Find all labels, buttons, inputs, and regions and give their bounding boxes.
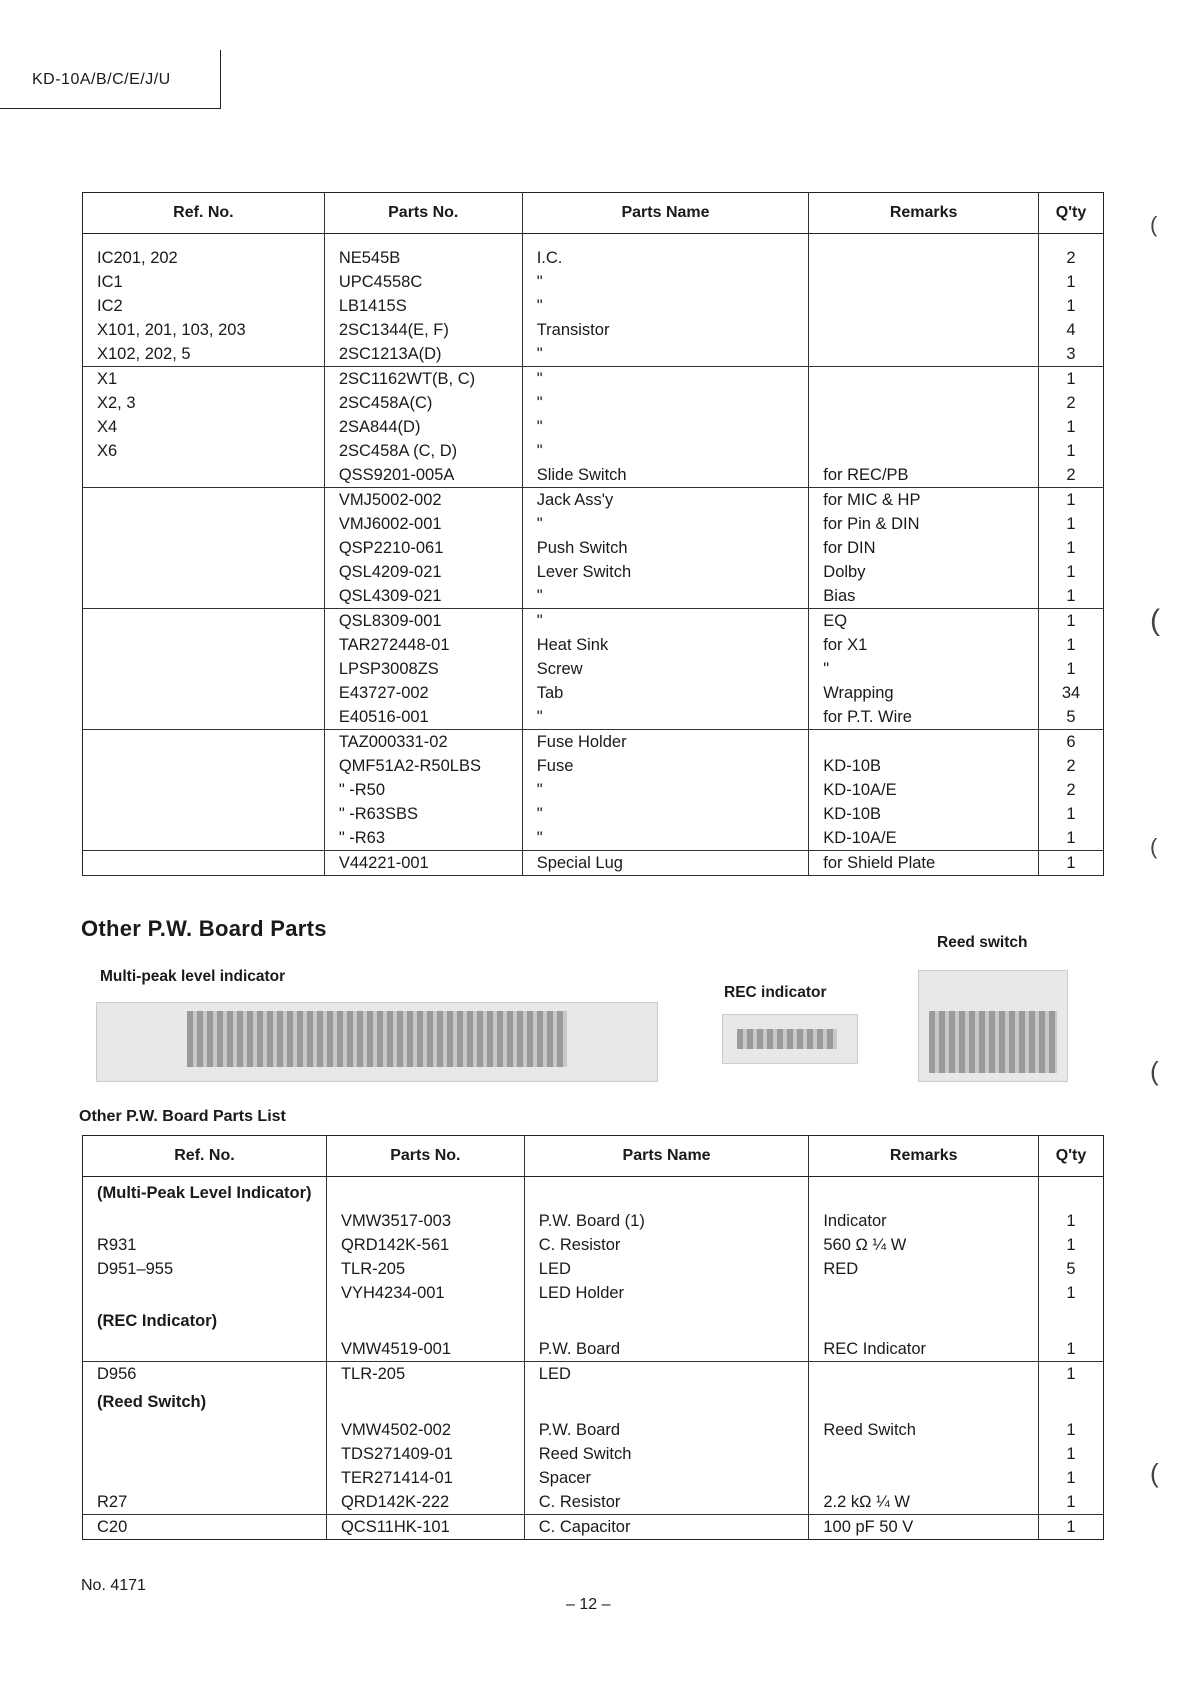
remarks-cell — [809, 342, 1039, 367]
qty-cell: 2 — [1039, 463, 1104, 488]
remarks-cell: 560 Ω ¼ W — [809, 1233, 1039, 1257]
table-row — [83, 246, 1104, 270]
parts-no-cell: VMJ5002-002 — [324, 488, 522, 513]
parts-no-cell: VMW4519-001 — [326, 1337, 524, 1362]
parts-name-cell: LED Holder — [524, 1281, 809, 1305]
parts-name-cell: " — [522, 609, 809, 634]
parts-name-cell: Transistor — [522, 318, 809, 342]
remarks-cell — [809, 270, 1039, 294]
document-number: No. 4171 — [81, 1577, 146, 1594]
multi-peak-label: Multi-peak level indicator — [100, 968, 286, 985]
qty-cell: 34 — [1039, 681, 1104, 705]
parts-name-cell: I.C. — [522, 246, 809, 270]
margin-mark-icon: ( — [1150, 834, 1158, 859]
table-row — [83, 754, 1104, 778]
qty-cell: 2 — [1039, 246, 1104, 270]
ref-cell: X102, 202, 5 — [83, 342, 325, 367]
ref-cell — [83, 681, 325, 705]
remarks-cell — [809, 415, 1039, 439]
ref-cell: X4 — [97, 418, 118, 436]
parts-no-cell: LB1415S — [324, 294, 522, 318]
qty-cell: 1 — [1039, 536, 1104, 560]
parts-no-cell: VMJ6002-001 — [324, 512, 522, 536]
table-row — [83, 463, 1104, 488]
parts-no-cell: QRD142K-561 — [326, 1233, 524, 1257]
model-number: KD-10A/B/C/E/J/U — [32, 71, 171, 88]
parts-name-cell: " — [522, 512, 809, 536]
parts-no-cell: VMW3517-003 — [326, 1209, 524, 1233]
qty-cell: 5 — [1039, 1257, 1104, 1281]
table-row — [83, 560, 1104, 584]
qty-cell: 1 — [1039, 1442, 1104, 1466]
ref-cell — [83, 657, 325, 681]
qty-cell: 1 — [1039, 826, 1104, 851]
parts-no-cell: NE545B — [324, 246, 522, 270]
qty-cell: 6 — [1039, 730, 1104, 755]
parts-name-cell: Fuse Holder — [522, 730, 809, 755]
parts-name-cell: " — [522, 342, 809, 367]
parts-name-cell: LED — [524, 1362, 809, 1387]
parts-no-cell: QSL8309-001 — [324, 609, 522, 634]
ref-cell — [83, 584, 325, 609]
parts-name-cell: Fuse — [522, 754, 809, 778]
header-qty: Q'ty — [1039, 193, 1104, 234]
parts-no-cell: 2SC1344(E, F) — [324, 318, 522, 342]
qty-cell: 1 — [1039, 1337, 1104, 1362]
ref-cell — [83, 560, 325, 584]
parts-no-cell: TLR-205 — [326, 1257, 524, 1281]
ref-cell — [83, 778, 325, 802]
parts-name-cell: C. Resistor — [524, 1490, 809, 1515]
header-qty: Q'ty — [1039, 1136, 1104, 1177]
ref-cell: D951–955 — [97, 1260, 174, 1278]
remarks-cell: Dolby — [809, 560, 1039, 584]
other-parts-table — [82, 1135, 1104, 1540]
ref-cell — [83, 488, 325, 513]
ref-cell — [83, 1418, 327, 1442]
group-row — [83, 1177, 1104, 1210]
ref-cell: IC201, 202 — [97, 249, 178, 267]
parts-no-cell: TDS271409-01 — [326, 1442, 524, 1466]
parts-no-cell: TAZ000331-02 — [324, 730, 522, 755]
parts-no-cell: VMW4502-002 — [326, 1418, 524, 1442]
table-row — [83, 391, 1104, 415]
ref-cell: X2, 3 — [97, 394, 136, 412]
remarks-cell: KD-10A/E — [809, 826, 1039, 851]
qty-cell: 2 — [1039, 778, 1104, 802]
parts-no-cell: V44221-001 — [324, 851, 522, 876]
table-row — [83, 1337, 1104, 1362]
remarks-cell: Reed Switch — [809, 1418, 1039, 1442]
parts-name-cell: " — [522, 294, 809, 318]
parts-no-cell: LPSP3008ZS — [324, 657, 522, 681]
qty-cell: 1 — [1039, 294, 1104, 318]
table-row — [83, 367, 1104, 392]
parts-no-cell: TLR-205 — [326, 1362, 524, 1387]
qty-cell: 1 — [1039, 1515, 1104, 1540]
reed-switch-photo — [918, 970, 1068, 1082]
table-row — [83, 1418, 1104, 1442]
remarks-cell — [809, 246, 1039, 270]
parts-no-cell: UPC4558C — [324, 270, 522, 294]
remarks-cell: for Shield Plate — [809, 851, 1039, 876]
group-title: (Reed Switch) — [97, 1393, 207, 1411]
table-row — [83, 270, 1104, 294]
parts-name-cell: " — [522, 584, 809, 609]
parts-name-cell: " — [522, 778, 809, 802]
parts-no-cell: " -R50 — [324, 778, 522, 802]
parts-table — [82, 192, 1104, 876]
parts-no-cell: QRD142K-222 — [326, 1490, 524, 1515]
remarks-cell — [809, 730, 1039, 755]
parts-no-cell: E40516-001 — [324, 705, 522, 730]
parts-name-cell: " — [522, 705, 809, 730]
parts-name-cell: " — [522, 270, 809, 294]
group-row — [83, 1386, 1104, 1418]
qty-cell: 1 — [1039, 584, 1104, 609]
parts-name-cell: " — [522, 415, 809, 439]
remarks-cell: KD-10A/E — [809, 778, 1039, 802]
remarks-cell: KD-10B — [809, 754, 1039, 778]
qty-cell: 1 — [1039, 851, 1104, 876]
group-title: (Multi-Peak Level Indicator) — [97, 1184, 312, 1202]
remarks-cell: REC Indicator — [809, 1337, 1039, 1362]
qty-cell: 1 — [1039, 270, 1104, 294]
parts-name-cell: Screw — [522, 657, 809, 681]
group-row — [83, 1305, 1104, 1337]
qty-cell: 1 — [1039, 609, 1104, 634]
remarks-cell: Bias — [809, 584, 1039, 609]
parts-no-cell: 2SC1162WT(B, C) — [324, 367, 522, 392]
parts-name-cell: C. Resistor — [524, 1233, 809, 1257]
parts-name-cell: Push Switch — [522, 536, 809, 560]
table-row — [83, 1209, 1104, 1233]
qty-cell: 1 — [1039, 657, 1104, 681]
table-row — [83, 584, 1104, 609]
qty-cell: 1 — [1039, 1281, 1104, 1305]
ref-cell: D956 — [97, 1365, 137, 1383]
parts-no-cell: QCS11HK-101 — [326, 1515, 524, 1540]
parts-name-cell: Heat Sink — [522, 633, 809, 657]
header-parts-no: Parts No. — [326, 1136, 524, 1177]
table-row — [83, 415, 1104, 439]
table-row — [83, 294, 1104, 318]
page-number: – 12 – — [566, 1596, 611, 1613]
table-row — [83, 1490, 1104, 1515]
rec-indicator-label: REC indicator — [724, 984, 827, 1001]
header-parts-name: Parts Name — [524, 1136, 809, 1177]
parts-no-cell: 2SC458A (C, D) — [324, 439, 522, 463]
qty-cell: 1 — [1039, 1418, 1104, 1442]
qty-cell: 4 — [1039, 318, 1104, 342]
remarks-cell: for REC/PB — [809, 463, 1039, 488]
reed-switch-label: Reed switch — [937, 934, 1028, 951]
ref-cell: X101, 201, 103, 203 — [97, 321, 246, 339]
table-row — [83, 1281, 1104, 1305]
remarks-cell: for P.T. Wire — [809, 705, 1039, 730]
remarks-cell — [809, 439, 1039, 463]
parts-name-cell: C. Capacitor — [524, 1515, 809, 1540]
ref-cell — [83, 1466, 327, 1490]
ref-cell — [83, 1337, 327, 1362]
remarks-cell — [809, 1362, 1039, 1387]
table-row — [83, 512, 1104, 536]
remarks-cell: for Pin & DIN — [809, 512, 1039, 536]
table-row — [83, 342, 1104, 367]
ref-cell: X6 — [97, 442, 118, 460]
remarks-cell: Indicator — [809, 1209, 1039, 1233]
remarks-cell — [809, 1466, 1039, 1490]
table-row — [83, 1362, 1104, 1387]
reed-board-image — [929, 1011, 1057, 1073]
header-parts-no: Parts No. — [324, 193, 522, 234]
parts-name-cell: LED — [524, 1257, 809, 1281]
ref-cell — [83, 802, 325, 826]
ref-cell — [83, 851, 325, 876]
table-row — [83, 609, 1104, 634]
qty-cell: 1 — [1039, 367, 1104, 392]
qty-cell: 2 — [1039, 754, 1104, 778]
parts-name-cell: " — [522, 391, 809, 415]
parts-no-cell: " -R63 — [324, 826, 522, 851]
qty-cell: 1 — [1039, 415, 1104, 439]
ref-cell — [83, 730, 325, 755]
remarks-cell: for MIC & HP — [809, 488, 1039, 513]
table-row — [83, 778, 1104, 802]
table-row — [83, 826, 1104, 851]
table-row — [83, 536, 1104, 560]
parts-name-cell: " — [522, 826, 809, 851]
remarks-cell: for DIN — [809, 536, 1039, 560]
qty-cell: 1 — [1039, 633, 1104, 657]
margin-mark-icon: ( — [1150, 1056, 1159, 1086]
remarks-cell: KD-10B — [809, 802, 1039, 826]
ref-cell — [83, 1442, 327, 1466]
header-parts-name: Parts Name — [522, 193, 809, 234]
parts-name-cell: " — [522, 367, 809, 392]
margin-mark-icon: ( — [1150, 1458, 1159, 1488]
parts-no-cell: 2SA844(D) — [324, 415, 522, 439]
parts-no-cell: 2SC1213A(D) — [324, 342, 522, 367]
margin-mark-icon: ( — [1150, 604, 1160, 637]
ref-cell — [83, 512, 325, 536]
qty-cell: 1 — [1039, 802, 1104, 826]
ref-cell — [83, 1209, 327, 1233]
parts-name-cell: Reed Switch — [524, 1442, 809, 1466]
led-array-image — [187, 1011, 567, 1067]
table-row — [83, 1442, 1104, 1466]
remarks-cell — [809, 318, 1039, 342]
ref-cell — [83, 463, 325, 488]
group-title: (REC Indicator) — [97, 1312, 218, 1330]
ref-cell — [83, 1281, 327, 1305]
remarks-cell — [809, 294, 1039, 318]
margin-mark-icon: ( — [1150, 212, 1158, 237]
parts-name-cell: Tab — [522, 681, 809, 705]
table-row — [83, 439, 1104, 463]
table-row — [83, 1257, 1104, 1281]
parts-name-cell: Lever Switch — [522, 560, 809, 584]
parts-no-cell: " -R63SBS — [324, 802, 522, 826]
table-row — [83, 318, 1104, 342]
section-title: Other P.W. Board Parts — [81, 916, 327, 941]
remarks-cell: RED — [809, 1257, 1039, 1281]
parts-no-cell: TER271414-01 — [326, 1466, 524, 1490]
header-ref: Ref. No. — [83, 1136, 327, 1177]
ref-cell — [83, 633, 325, 657]
remarks-cell: for X1 — [809, 633, 1039, 657]
remarks-cell — [809, 1281, 1039, 1305]
table-row — [83, 657, 1104, 681]
qty-cell: 1 — [1039, 488, 1104, 513]
table-row — [83, 1515, 1104, 1540]
parts-no-cell: QMF51A2-R50LBS — [324, 754, 522, 778]
qty-cell: 1 — [1039, 512, 1104, 536]
table-row — [83, 802, 1104, 826]
remarks-cell: 100 pF 50 V — [809, 1515, 1039, 1540]
ref-cell — [83, 826, 325, 851]
qty-cell: 1 — [1039, 560, 1104, 584]
parts-no-cell: TAR272448-01 — [324, 633, 522, 657]
table-row — [83, 633, 1104, 657]
parts-no-cell: QSS9201-005A — [324, 463, 522, 488]
parts-name-cell: P.W. Board — [524, 1337, 809, 1362]
qty-cell: 1 — [1039, 439, 1104, 463]
parts-no-cell: 2SC458A(C) — [324, 391, 522, 415]
qty-cell: 1 — [1039, 1362, 1104, 1387]
rec-board-image — [737, 1029, 837, 1049]
table-row — [83, 730, 1104, 755]
ref-cell — [83, 609, 325, 634]
parts-name-cell: P.W. Board — [524, 1418, 809, 1442]
qty-cell: 3 — [1039, 342, 1104, 367]
parts-no-cell: QSL4209-021 — [324, 560, 522, 584]
parts-no-cell: E43727-002 — [324, 681, 522, 705]
table-row — [83, 488, 1104, 513]
ref-cell: C20 — [97, 1518, 128, 1536]
remarks-cell: Wrapping — [809, 681, 1039, 705]
remarks-cell: 2.2 kΩ ¼ W — [809, 1490, 1039, 1515]
parts-no-cell: VYH4234-001 — [326, 1281, 524, 1305]
ref-cell: R931 — [97, 1236, 137, 1254]
parts-name-cell: Special Lug — [522, 851, 809, 876]
parts-list-title: Other P.W. Board Parts List — [79, 1108, 286, 1125]
ref-cell: IC1 — [97, 273, 123, 291]
parts-no-cell: QSL4309-021 — [324, 584, 522, 609]
table-row — [83, 1233, 1104, 1257]
ref-cell: IC2 — [97, 297, 123, 315]
qty-cell: 5 — [1039, 705, 1104, 730]
table-row — [83, 851, 1104, 876]
qty-cell: 1 — [1039, 1466, 1104, 1490]
rec-indicator-photo — [722, 1014, 858, 1064]
parts-name-cell: Spacer — [524, 1466, 809, 1490]
header-remarks: Remarks — [809, 1136, 1039, 1177]
ref-cell — [83, 705, 325, 730]
ref-cell — [83, 536, 325, 560]
qty-cell: 1 — [1039, 1233, 1104, 1257]
remarks-cell — [809, 367, 1039, 392]
parts-no-cell: QSP2210-061 — [324, 536, 522, 560]
remarks-cell — [809, 391, 1039, 415]
parts-name-cell: " — [522, 802, 809, 826]
ref-cell: X1 — [97, 370, 118, 388]
header-ref: Ref. No. — [83, 193, 325, 234]
parts-name-cell: Jack Ass'y — [522, 488, 809, 513]
multi-peak-board-photo — [96, 1002, 658, 1082]
header-remarks: Remarks — [809, 193, 1039, 234]
parts-name-cell: Slide Switch — [522, 463, 809, 488]
table-row — [83, 705, 1104, 730]
parts-name-cell: P.W. Board (1) — [524, 1209, 809, 1233]
remarks-cell: " — [809, 657, 1039, 681]
table-row — [83, 1466, 1104, 1490]
qty-cell: 2 — [1039, 391, 1104, 415]
remarks-cell — [809, 1442, 1039, 1466]
ref-cell: R27 — [83, 1490, 327, 1515]
remarks-cell: EQ — [809, 609, 1039, 634]
parts-name-cell: " — [522, 439, 809, 463]
qty-cell: 1 — [1039, 1209, 1104, 1233]
qty-cell: 1 — [1039, 1490, 1104, 1515]
ref-cell — [83, 754, 325, 778]
table-row — [83, 681, 1104, 705]
